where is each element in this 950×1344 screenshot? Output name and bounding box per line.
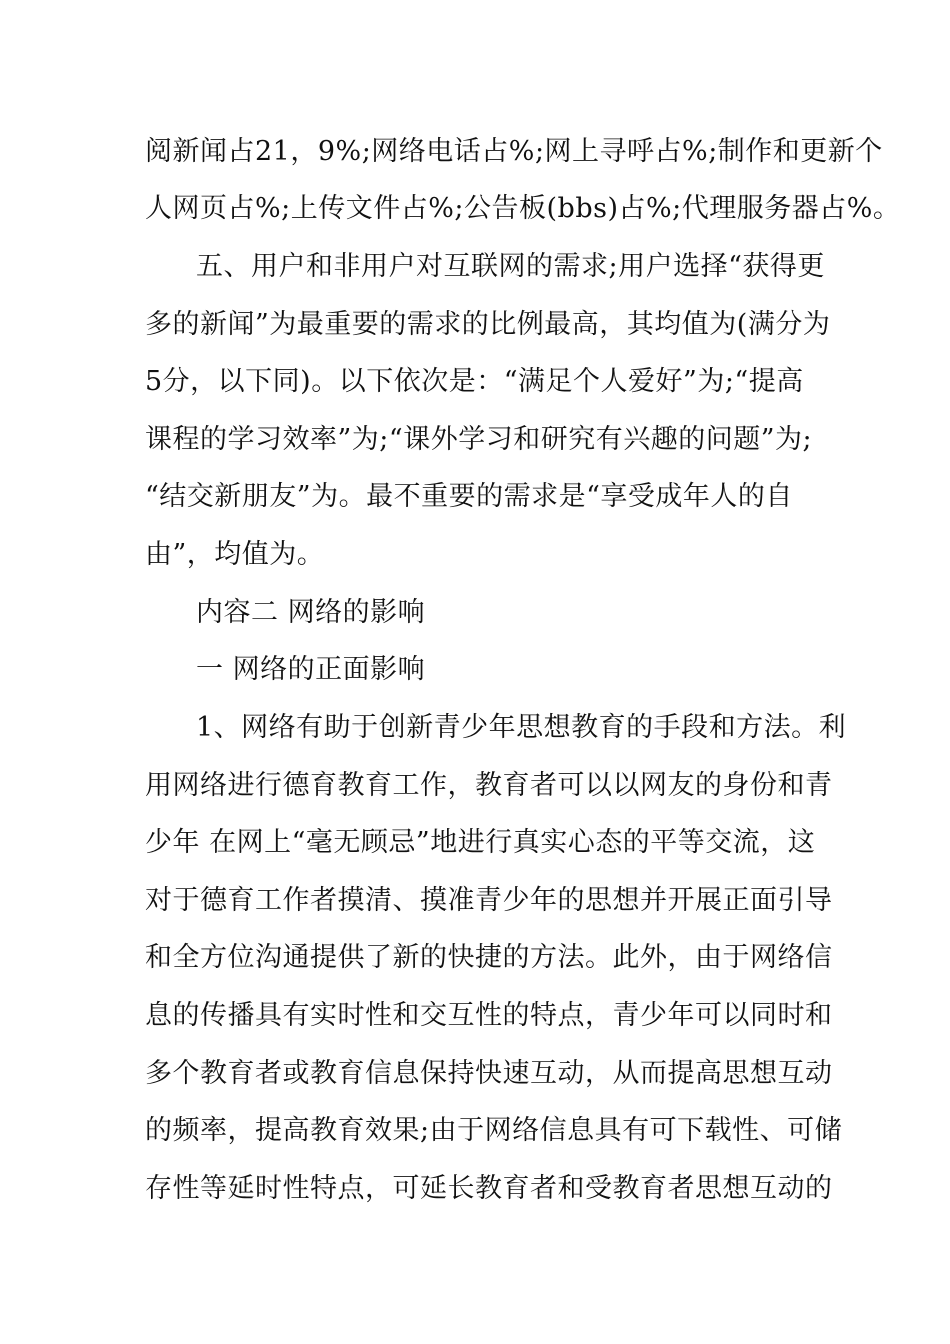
- section-heading: 内容二 网络的影响: [196, 597, 426, 628]
- text-line-7: “结交新朋友”为。最不重要的需求是“享受成年人的自: [145, 481, 793, 512]
- paragraph-1-start: 1、网络有助于创新青少年思想教育的手段和方法。利: [196, 712, 847, 743]
- text-line-5: 5分，以下同)。以下依次是：“满足个人爱好”为;“提高: [145, 366, 804, 397]
- text-line-8: 由”，均值为。: [145, 539, 325, 570]
- text-line-16: 息的传播具有实时性和交互性的特点，青少年可以同时和: [145, 1000, 833, 1031]
- text-line-6: 课程的学习效率”为;“课外学习和研究有兴趣的问题”为;: [145, 424, 813, 455]
- text-line-1: 阅新闻占21，9%;网络电话占%;网上寻呼占%;制作和更新个: [145, 136, 883, 167]
- text-line-13: 少年 在网上“毫无顾忌”地进行真实心态的平等交流，这: [145, 827, 816, 858]
- text-line-17: 多个教育者或教育信息保持快速互动，从而提高思想互动: [145, 1058, 833, 1089]
- text-line-19: 存性等延时性特点，可延长教育者和受教育者思想互动的: [145, 1173, 833, 1204]
- text-line-15: 和全方位沟通提供了新的快捷的方法。此外，由于网络信: [145, 942, 833, 973]
- text-line-4: 多的新闻”为最重要的需求的比例最高，其均值为(满分为: [145, 309, 831, 340]
- paragraph-5-start: 五、用户和非用户对互联网的需求;用户选择“获得更: [196, 251, 825, 282]
- text-line-2: 人网页占%;上传文件占%;公告板(bbs)占%;代理服务器占%。: [145, 193, 901, 224]
- text-line-18: 的频率，提高教育效果;由于网络信息具有可下载性、可储: [145, 1115, 843, 1146]
- text-line-14: 对于德育工作者摸清、摸准青少年的思想并开展正面引导: [145, 885, 833, 916]
- subsection-heading: 一 网络的正面影响: [196, 654, 426, 685]
- text-line-12: 用网络进行德育教育工作，教育者可以以网友的身份和青: [145, 770, 833, 801]
